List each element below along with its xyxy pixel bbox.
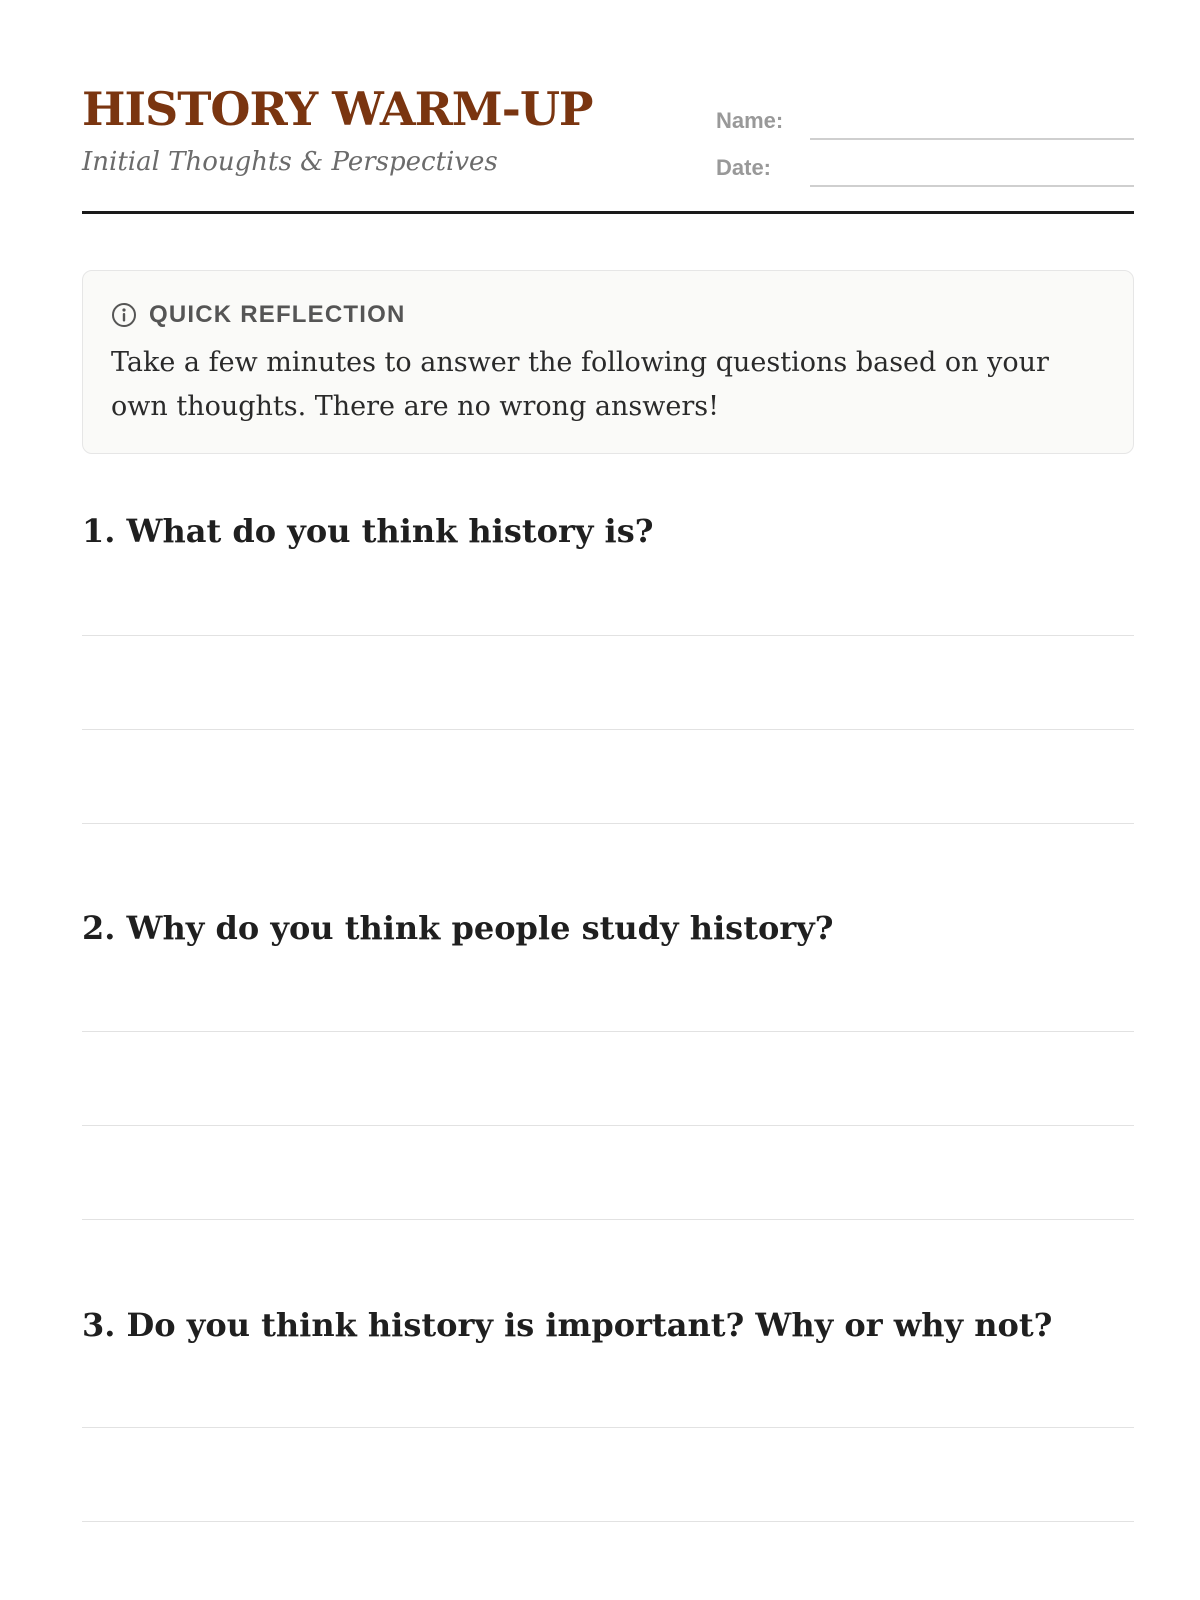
question-3-text: 3. Do you think history is important? Why or why not?	[82, 1306, 1053, 1344]
worksheet-header	[82, 0, 1134, 216]
page-subtitle: Initial Thoughts & Perspectives	[82, 147, 498, 177]
answer-line[interactable]	[82, 1031, 1134, 1032]
answer-line[interactable]	[82, 1125, 1134, 1126]
answer-line[interactable]	[82, 823, 1134, 824]
page-title: HISTORY WARM-UP	[82, 82, 593, 136]
answer-line[interactable]	[82, 1219, 1134, 1220]
date-field[interactable]	[716, 151, 1134, 187]
callout-label: QUICK REFLECTION	[149, 301, 406, 328]
date-label: Date:	[716, 155, 772, 180]
question-2-text: 2. Why do you think people study history?	[82, 909, 834, 947]
callout-text: Take a few minutes to answer the following questions based on your own thoughts. There are no wrong answers!	[111, 347, 1049, 422]
answer-line[interactable]	[82, 1521, 1134, 1522]
answer-line[interactable]	[82, 729, 1134, 730]
callout-header	[111, 301, 406, 329]
info-icon	[111, 302, 137, 328]
name-label: Name:	[716, 108, 784, 133]
answer-line[interactable]	[82, 635, 1134, 636]
name-field[interactable]	[716, 104, 1134, 140]
answer-line[interactable]	[82, 1427, 1134, 1428]
question-1-text: 1. What do you think history is?	[82, 512, 654, 550]
quick-reflection-callout	[82, 270, 1134, 454]
name-blank-line[interactable]	[810, 138, 1134, 140]
header-divider	[82, 211, 1134, 214]
date-blank-line[interactable]	[810, 185, 1134, 187]
worksheet-page	[82, 0, 1134, 1344]
